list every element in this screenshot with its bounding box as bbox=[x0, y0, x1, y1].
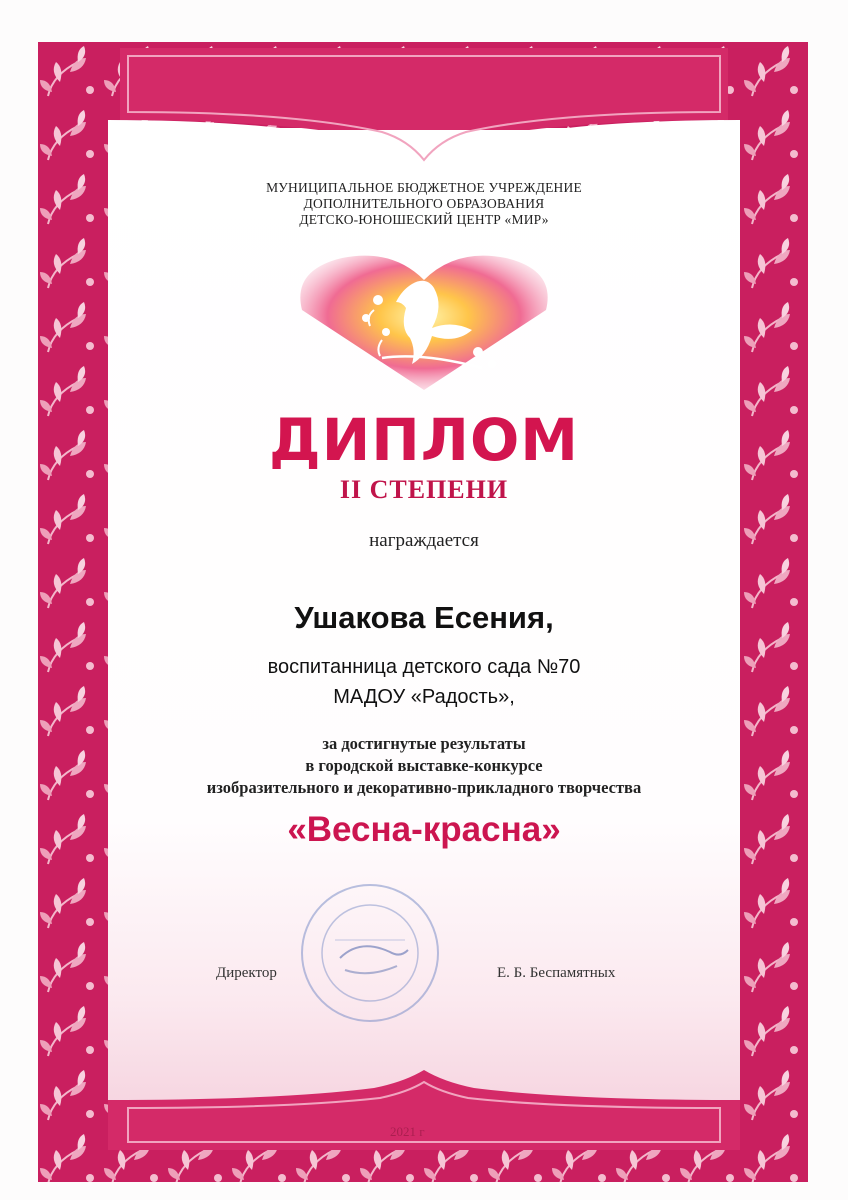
recipient-details bbox=[108, 652, 740, 712]
bird-on-branch-icon bbox=[282, 240, 566, 400]
organization-line-1: МУНИЦИПАЛЬНОЕ БЮДЖЕТНОЕ УЧРЕЖДЕНИЕ bbox=[266, 180, 582, 195]
award-reason-line-2: в городской выставке-конкурсе bbox=[305, 756, 543, 775]
awarded-to-label: награждается bbox=[369, 530, 479, 551]
recipient-detail-line-1: воспитанница детского сада №70 bbox=[267, 656, 581, 678]
signature-role: Директор bbox=[216, 965, 277, 981]
award-reason-line-3: изобразительного и декоративно-прикладного творчества bbox=[206, 778, 642, 797]
signature-name: Е. Б. Беспамятных bbox=[497, 965, 616, 981]
organization-line-2: ДОПОЛНИТЕЛЬНОГО ОБРАЗОВАНИЯ bbox=[303, 196, 545, 211]
diploma-title: ДИПЛОМ bbox=[269, 406, 579, 474]
award-reason bbox=[108, 733, 740, 799]
round-seal-icon bbox=[295, 878, 445, 1028]
diploma-degree: II СТЕПЕНИ bbox=[339, 475, 509, 504]
organization-line-3: ДЕТСКО-ЮНОШЕСКИЙ ЦЕНТР «МИР» bbox=[299, 212, 549, 227]
recipient-name: Ушакова Есения, bbox=[294, 600, 554, 635]
award-reason-line-1: за достигнутые результаты bbox=[322, 734, 526, 753]
contest-name: «Весна-красна» bbox=[287, 810, 561, 849]
organization-header bbox=[108, 180, 740, 228]
issue-year: 2021 г bbox=[390, 1124, 425, 1139]
recipient-detail-line-2: МАДОУ «Радость», bbox=[333, 686, 515, 708]
